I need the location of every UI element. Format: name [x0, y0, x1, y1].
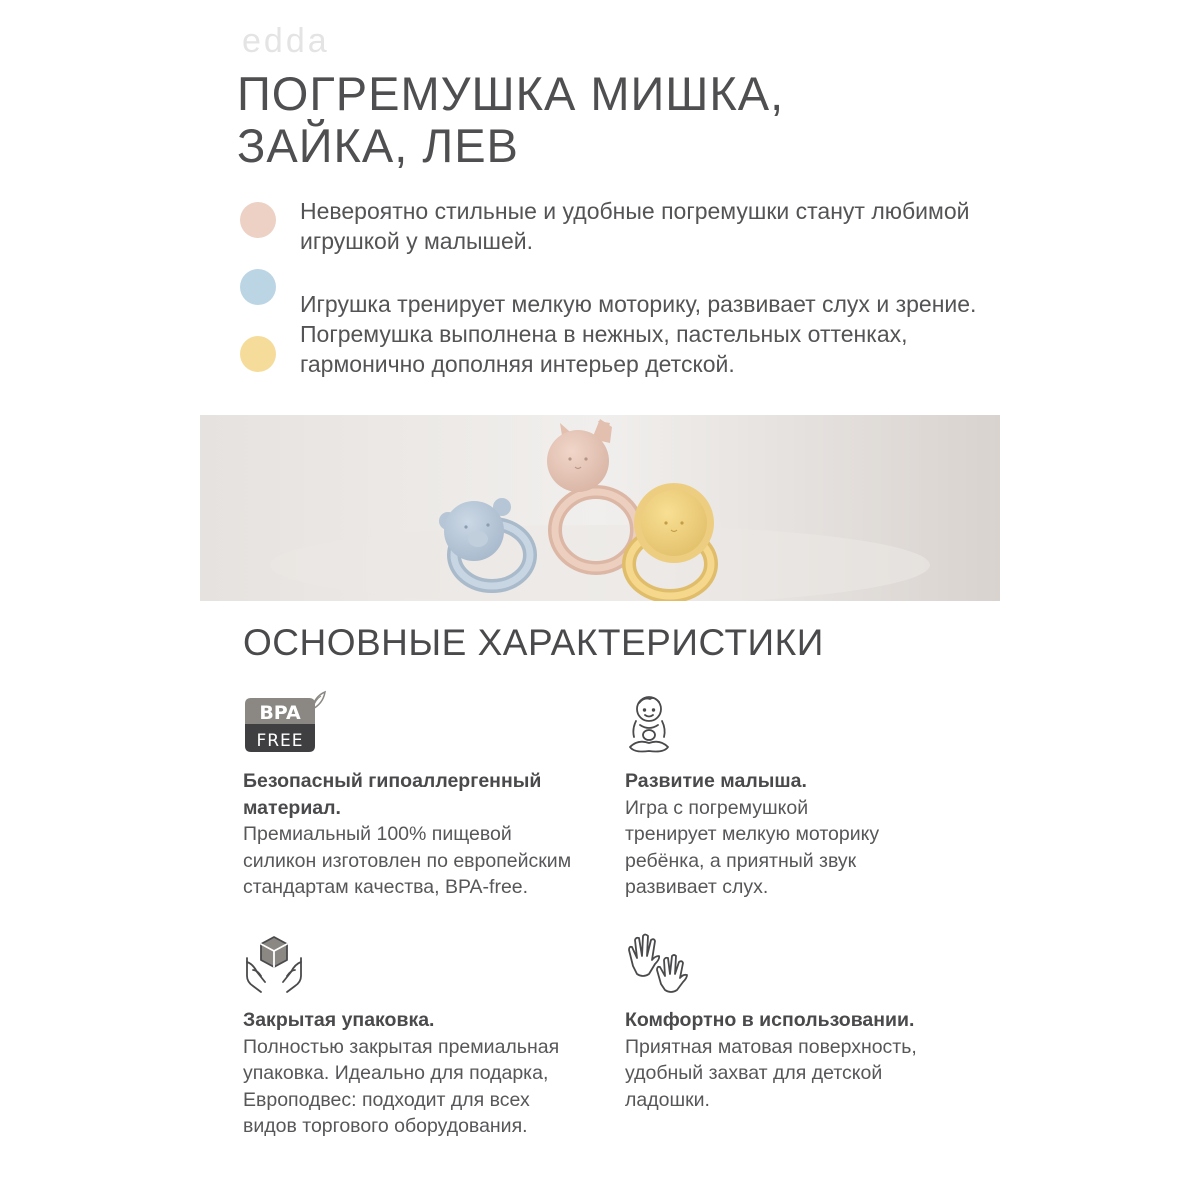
feature-body-line: стандартам качества, BPA-free. — [243, 876, 529, 898]
feature-body-line: Приятная матовая поверхность, — [625, 1035, 917, 1058]
feature-development — [625, 768, 995, 901]
feature-body-line: развивает слух. — [625, 876, 769, 898]
feature-body-line: ребёнка, а приятный звук — [625, 849, 857, 872]
feature-body-line: удобный захват для детской — [625, 1062, 883, 1084]
description-paragraph-2: Игрушка тренирует мелкую моторику, развивает слух и зрение. Погремушка выполнена в нежных, пастельных оттенках, гармонично дополняя интерьер детской. — [300, 291, 977, 377]
bpa-free-icon — [245, 688, 331, 754]
page-title — [237, 68, 784, 172]
hands-icon — [625, 932, 689, 994]
feature-body-line: тренирует мелкую моторику — [625, 823, 880, 845]
color-dot-yellow — [240, 336, 276, 372]
feature-packaging — [243, 1007, 613, 1140]
feature-body-line: Игра с погремушкой — [625, 796, 809, 819]
feature-body-line: ладошки. — [625, 1088, 710, 1111]
brand-logo: edda — [242, 22, 330, 60]
title-line-1: ПОГРЕМУШКА МИШКА, — [237, 67, 785, 120]
feature-heading: Безопасный гипоаллергенный — [243, 770, 542, 792]
feature-heading: Развитие малыша. — [625, 770, 807, 792]
feature-body-line: Полностью закрытая премиальная — [243, 1035, 560, 1058]
color-dot-blue — [240, 269, 276, 305]
free-text: FREE — [256, 731, 304, 751]
feature-body-line: упаковка. Идеально для подарка, — [243, 1062, 549, 1084]
feature-heading: Закрытая упаковка. — [243, 1009, 435, 1031]
feature-safe-material — [243, 768, 613, 901]
bpa-text: BPA — [259, 702, 301, 724]
feature-comfort — [625, 1007, 995, 1113]
rattles-photo — [200, 415, 1000, 601]
feature-heading: Комфортно в использовании. — [625, 1009, 915, 1031]
feature-body-line: Премиальный 100% пищевой — [243, 823, 512, 845]
feature-body-line: силикон изготовлен по европейским — [243, 849, 572, 872]
description-paragraph-1: Невероятно стильные и удобные погремушки станут любимой игрушкой у малышей. — [300, 198, 970, 254]
feature-heading: материал. — [243, 796, 341, 819]
package-hands-icon — [243, 932, 305, 994]
feature-body-line: видов торгового оборудования. — [243, 1115, 528, 1137]
section-title: ОСНОВНЫЕ ХАРАКТЕРИСТИКИ — [243, 622, 824, 663]
baby-icon — [624, 693, 674, 755]
color-dot-pink — [240, 202, 276, 238]
title-line-2: ЗАЙКА, ЛЕВ — [237, 119, 519, 172]
feature-body-line: Европодвес: подходит для всех — [243, 1088, 530, 1111]
